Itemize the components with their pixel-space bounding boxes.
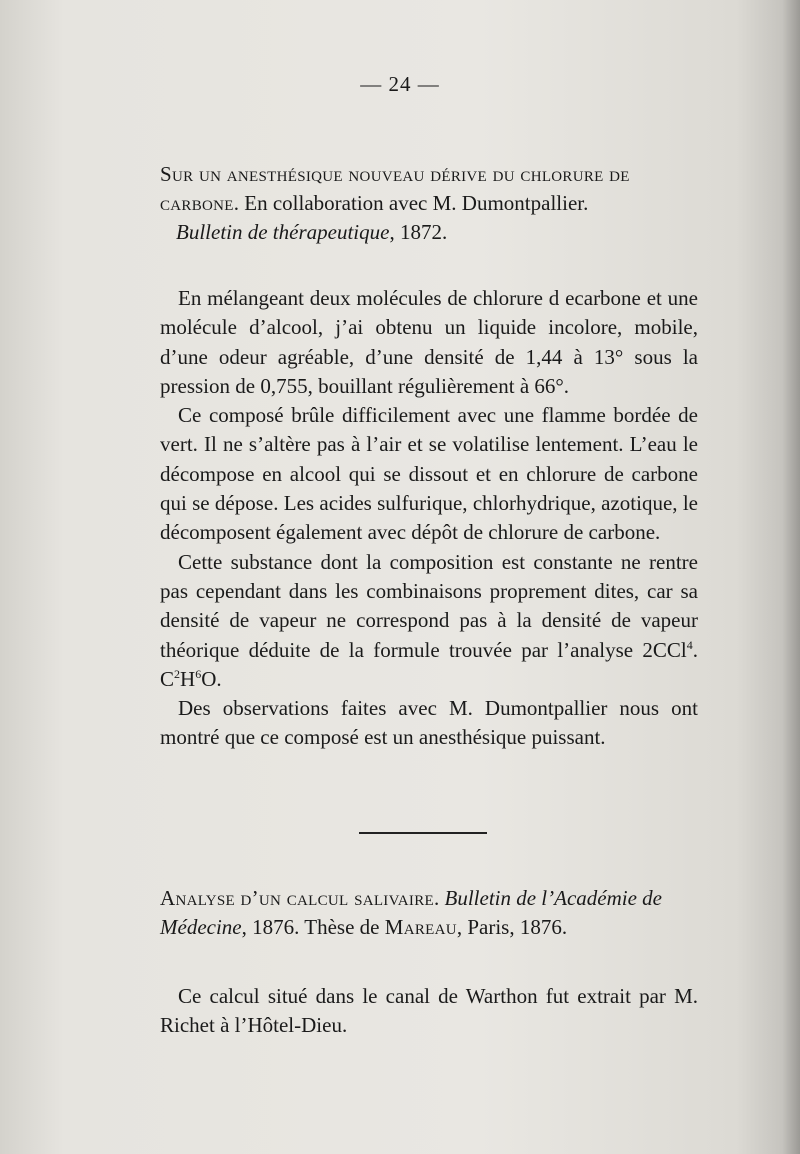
- paragraph-4: Des observations faites avec M. Dumontpallier nous ont montré que ce composé est un anesthésique puissant.: [160, 696, 698, 750]
- paragraph-1: En mélangeant deux molécules de chlorure d ecarbone et une molécule d’alcool, j’ai obtenu un liquide incolore, mobile, d’une odeur agréable, d’une densité de 1,44 à 13° sous la pression de 0,755, bouillant régulièrement à 66°.: [160, 286, 698, 398]
- entry-2-journal: Bulletin de l’Académie de Médecine: [160, 886, 662, 939]
- page-number: — 24 —: [360, 72, 440, 96]
- entry-2-name: Richet: [160, 1013, 215, 1038]
- formula-part-b: H: [180, 666, 196, 691]
- entry-2-text-a: Ce calcul situé dans le canal de Warthon fut extrait par M.: [178, 984, 698, 1008]
- entry-2-after-author: , Paris, 1876.: [456, 915, 568, 939]
- entry-1-journal: Bulletin de thérapeutique: [176, 220, 390, 244]
- entry-2-heading: [160, 884, 698, 942]
- entry-1-citation: [160, 218, 698, 247]
- formula-sup-4: 4: [686, 637, 693, 652]
- entry-2-text-b: à l’Hôtel-Dieu.: [214, 1013, 348, 1038]
- formula-part-c: O.: [201, 666, 222, 691]
- entry-2-body: [160, 982, 698, 1041]
- paragraph-3-text: Cette substance dont la composition est constante ne rentre pas cependant dans les combinaisons proprement dites, car sa densité de vapeur ne correspond pas à la densité de vapeur théorique déduite de la formule trouvée par l’analyse 2CCl: [160, 549, 698, 662]
- formula-sup-2: 2: [174, 666, 181, 681]
- entry-1-body: [160, 284, 698, 753]
- page-edge-shadow: [782, 0, 800, 1154]
- entry-2-author: Mareau: [384, 915, 457, 939]
- entry-2-title-line: [160, 884, 698, 942]
- entry-2-after-journal: , 1876. Thèse de: [241, 915, 385, 939]
- entry-1-heading: [160, 160, 698, 247]
- paragraph-2: Ce composé brûle difficilement avec une flamme bordée de vert. Il ne s’altère pas à l’air et se volatilise lentement. L’eau le décompose en alcool qui se dissout et en chlorure de carbone qui se dépose. Les acides sulfurique, chlorhydrique, azotique, le décomposent également avec dépôt de chlorure de carbone.: [160, 403, 698, 545]
- formula-sup-6: 6: [195, 666, 202, 681]
- entry-2-paragraph: [160, 982, 698, 1041]
- entry-1-title-smallcaps: Sur un anesthésique nouveau dérive du chlorure de carbone: [160, 162, 630, 215]
- entry-1-year: , 1872.: [389, 220, 448, 244]
- paragraph-3: [160, 548, 698, 694]
- entry-2-title-dot: .: [434, 886, 445, 910]
- entry-1-title-line: [160, 160, 698, 218]
- entry-1-title-rest: . En collaboration avec M. Dumontpallier.: [233, 191, 589, 215]
- entry-2-title-smallcaps: Analyse d’un calcul salivaire: [160, 886, 434, 910]
- formula-part-a: . C: [160, 637, 698, 691]
- section-divider: [359, 832, 487, 834]
